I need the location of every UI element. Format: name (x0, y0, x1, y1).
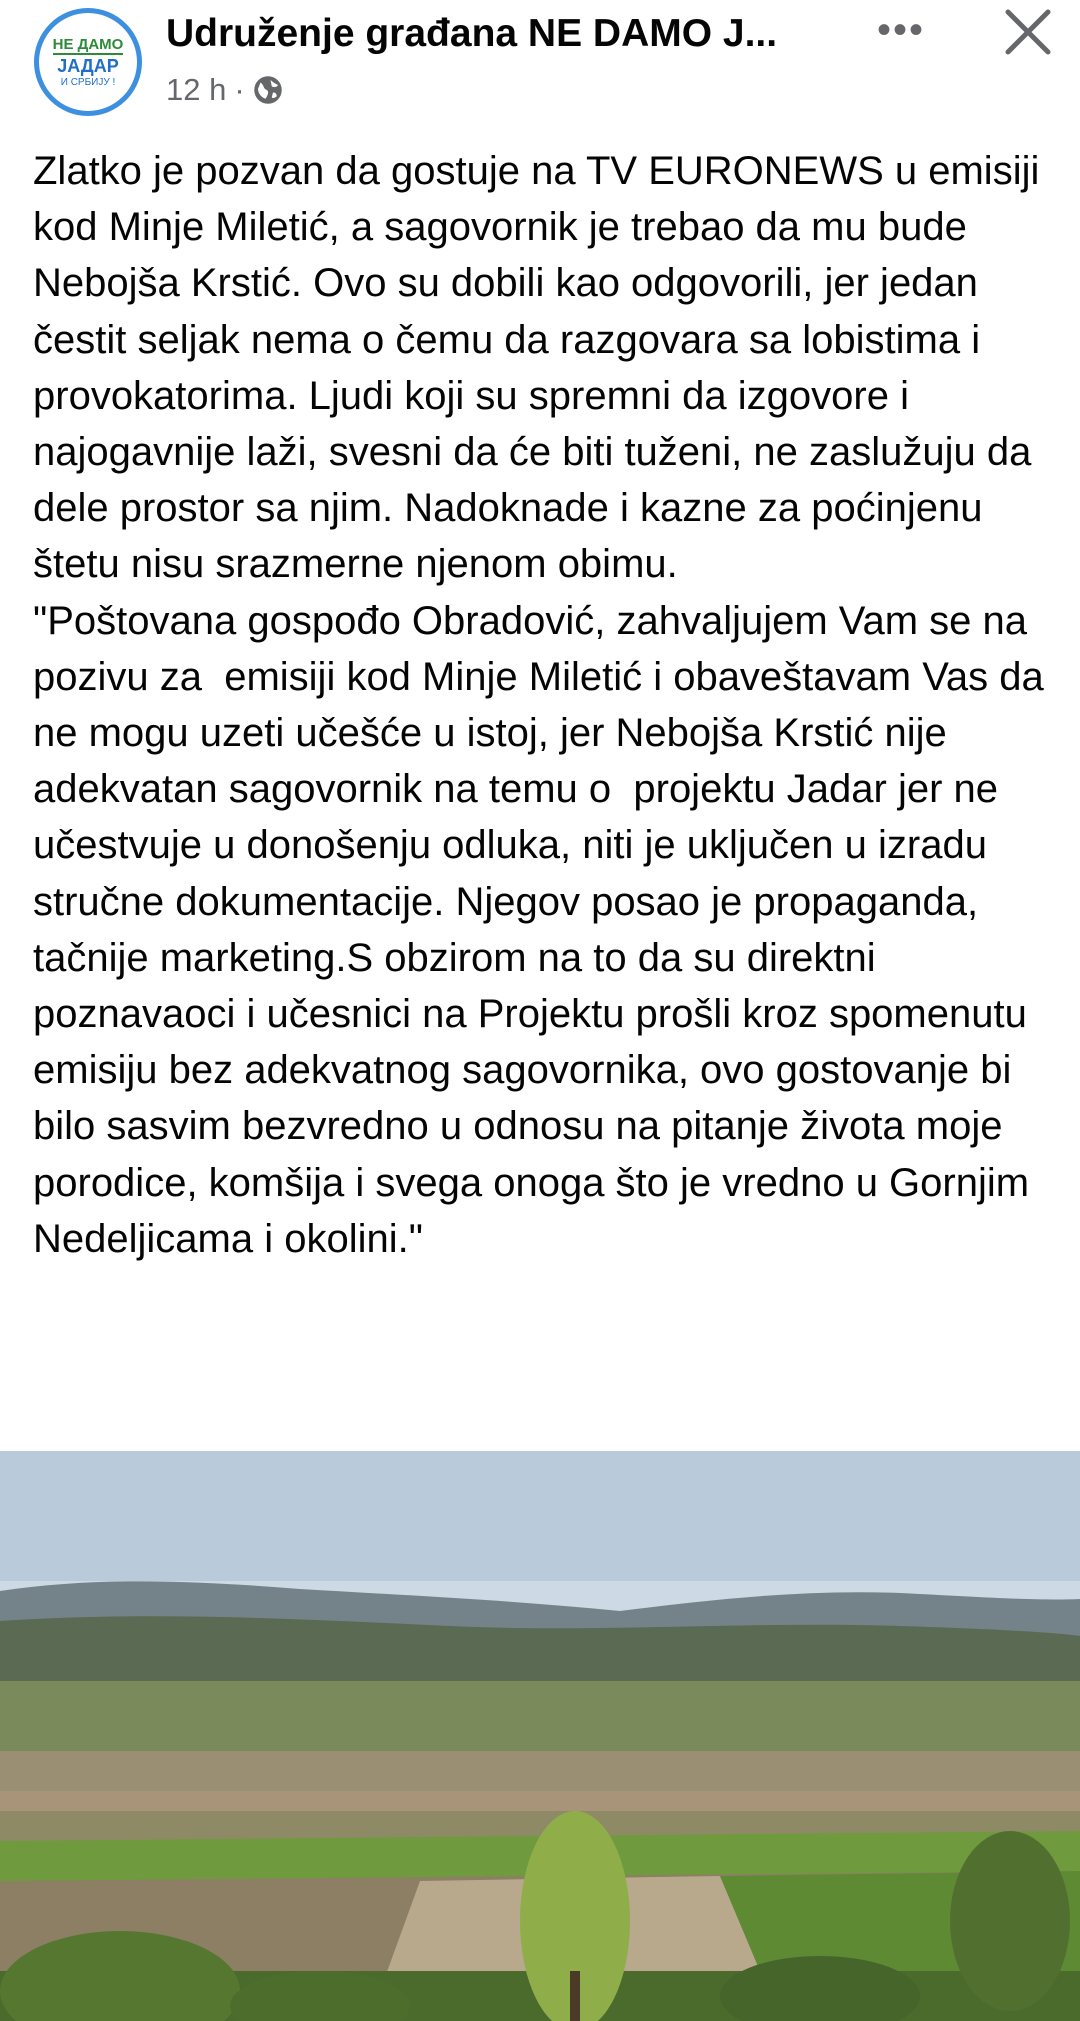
page-avatar[interactable] (34, 8, 142, 116)
post-time[interactable]: 12 h (166, 72, 227, 107)
post-meta (166, 72, 283, 108)
more-options-button[interactable]: ••• (876, 8, 925, 52)
avatar-text-line-2: ЈАДАР (57, 55, 119, 76)
post-photo[interactable] (0, 1451, 1080, 2021)
avatar-text-line-1: НЕ ДАМО (52, 35, 124, 53)
globe-icon (253, 75, 283, 105)
page-name-link[interactable]: Udruženje građana NE DAMO J... (166, 12, 778, 55)
post-header (0, 0, 1080, 135)
meta-separator: · (234, 72, 245, 107)
avatar-text-line-3: И СРБИЈУ ! (60, 76, 116, 88)
close-icon[interactable] (1000, 4, 1056, 60)
post-body-text: Zlatko je pozvan da gostuje na TV EURONEWS u emisiji kod Minje Miletić, a sagovornik je trebao da mu bude Nebojša Krstić. Ovo su dobili kao odgovorili, jer jedan čestit seljak nema o čemu da razgovara sa lobistima i provokatorima. Ljudi koji su spremni da izgovore i najogavnije laži, svesni da će biti tuženi, ne zaslužuju da dele prostor sa njim. Nadoknade i kazne za poćinjenu štetu nisu srazmerne njenom obimu. "Poštovana gospođo Obradović, zahvaljujem Vam se na pozivu za emisiji kod Minje Miletić i obaveštavam Vas da ne mogu uzeti učešće u istoj, jer Nebojša Krstić nije adekvatan sagovornik na temu o projektu Jadar jer ne učestvuje u donošenju odluka, niti je uključen u izradu stručne dokumentacije. Njegov posao je propaganda, tačnije marketing.S obzirom na to da su direktni poznavaoci i učesnici na Projektu prošli kroz spomenutu emisiju bez adekvatnog sagovornika, ovo gostovanje bi bilo sasvim bezvredno u odnosu na pitanje života moje porodice, komšija i svega onoga što je vredno u Gornjim Nedeljicama i okolini." (33, 149, 1044, 1261)
